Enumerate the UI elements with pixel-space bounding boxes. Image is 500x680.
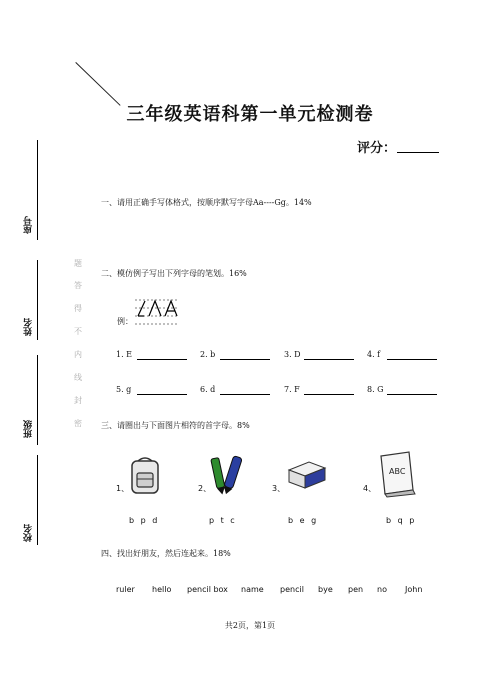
question-3-text: 三、请圈出与下面图片相符的首字母。8% <box>101 421 250 430</box>
stroke-item: 2. b <box>200 350 216 359</box>
eraser-icon <box>285 458 329 492</box>
letter-options[interactable]: b e g <box>288 516 317 525</box>
seal-char: 得 <box>74 304 82 313</box>
stroke-item: 4. f <box>367 350 381 359</box>
stroke-item: 6. d <box>200 385 216 394</box>
seal-char: 线 <box>74 373 82 382</box>
answer-blank[interactable] <box>220 394 270 395</box>
class-line[interactable] <box>37 355 38 445</box>
score-blank[interactable] <box>397 152 439 153</box>
stroke-item: 1. E <box>116 350 133 359</box>
question-2-text: 二、模仿例子写出下列字母的笔划。16% <box>101 269 247 278</box>
answer-blank[interactable] <box>304 394 354 395</box>
matching-word[interactable]: pencil box <box>187 585 228 594</box>
pens-icon <box>208 452 242 496</box>
class-label: 班级 <box>24 420 34 438</box>
book-icon <box>375 450 419 498</box>
matching-word[interactable]: name <box>241 585 264 594</box>
answer-blank[interactable] <box>304 359 354 360</box>
school-label: 校名 <box>24 524 34 542</box>
matching-word[interactable]: hello <box>152 585 172 594</box>
seal-char: 密 <box>74 419 82 428</box>
matching-word[interactable]: ruler <box>116 585 135 594</box>
seal-char: 内 <box>74 350 82 359</box>
stroke-example-image <box>133 296 181 326</box>
question-1-text: 一、请用正确手写体格式，按顺序默写字母Aa----Gg。14% <box>101 198 312 207</box>
letter-options[interactable]: b q p <box>386 516 415 525</box>
matching-word[interactable]: pencil <box>280 585 304 594</box>
picture-number: 2、 <box>198 484 212 493</box>
letter-options[interactable]: p t c <box>209 516 235 525</box>
seal-char: 题 <box>74 259 82 268</box>
answer-blank[interactable] <box>387 359 437 360</box>
name-line[interactable] <box>37 260 38 340</box>
stroke-item: 8. G <box>367 385 384 394</box>
seat-line[interactable] <box>37 140 38 240</box>
page-title: 三年级英语科第一单元检测卷 <box>126 104 374 125</box>
picture-number: 1、 <box>116 484 130 493</box>
answer-blank[interactable] <box>137 359 187 360</box>
score-label: 评分： <box>357 141 397 156</box>
matching-word[interactable]: bye <box>318 585 333 594</box>
seat-label: 座号 <box>24 216 34 234</box>
matching-word[interactable]: pen <box>348 585 364 594</box>
stroke-item: 7. F <box>284 385 300 394</box>
stroke-item: 5. g <box>116 385 132 394</box>
answer-blank[interactable] <box>137 394 187 395</box>
matching-word[interactable]: no <box>377 585 387 594</box>
answer-blank[interactable] <box>387 394 437 395</box>
seal-char: 封 <box>74 396 82 405</box>
answer-blank[interactable] <box>220 359 270 360</box>
name-label: 姓名 <box>24 318 34 336</box>
letter-options[interactable]: b p d <box>129 516 158 525</box>
stroke-item: 3. D <box>284 350 301 359</box>
picture-number: 4、 <box>363 484 377 493</box>
page-footer: 共2页，第1页 <box>224 621 276 630</box>
matching-word[interactable]: John <box>405 585 423 594</box>
book-text: ABC <box>389 467 406 476</box>
question-4-text: 四、找出好朋友，然后连起来。18% <box>101 549 231 558</box>
picture-number: 3、 <box>272 484 286 493</box>
seal-char: 答 <box>74 281 82 290</box>
school-line[interactable] <box>37 455 38 545</box>
example-label: 例： <box>117 317 133 326</box>
seal-char: 不 <box>74 327 82 336</box>
schoolbag-icon <box>128 455 162 495</box>
